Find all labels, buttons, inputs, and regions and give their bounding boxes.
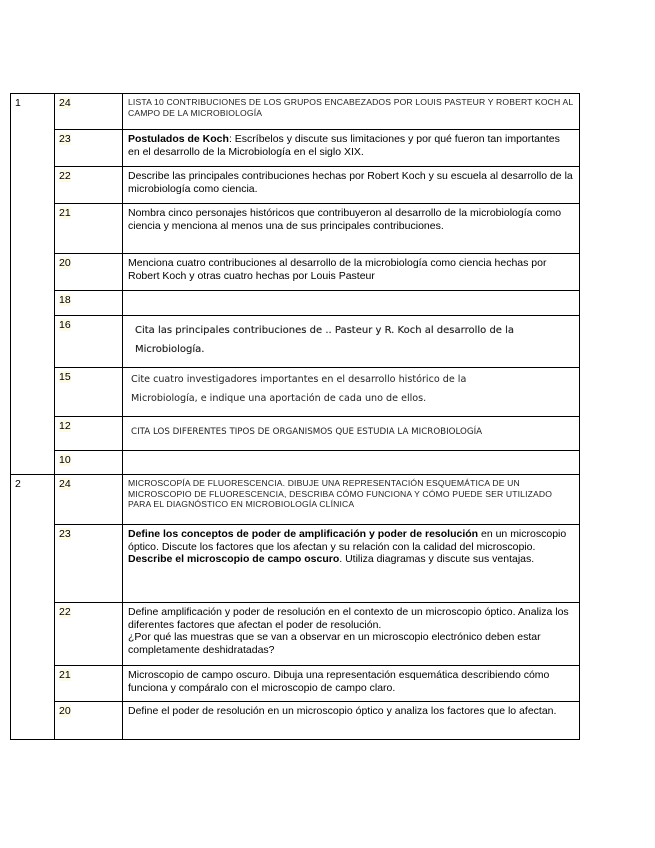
year-cell: 22 (59, 170, 71, 182)
unit-number: 2 (11, 475, 55, 740)
year-cell: 24 (59, 97, 71, 109)
question-text: Nombra cinco personajes históricos que contribuyeron al desarrollo de la microbiología como ciencia y menciona al menos una de sus principales contribuciones. (123, 204, 580, 254)
year-cell: 24 (59, 478, 71, 490)
question-text: Cite cuatro investigadores importantes en el desarrollo histórico de la Microbiología, e indique una aportación de cada uno de ellos. (123, 368, 580, 417)
year-cell: 10 (59, 454, 71, 466)
question-text: Menciona cuatro contribuciones al desarrollo de la microbiología como ciencia hechas por Robert Koch y otras cuatro hechas por Louis Pasteur (123, 254, 580, 291)
year-cell: 16 (59, 319, 71, 331)
question-text: Microscopio de campo oscuro. Dibuja una representación esquemática describiendo cómo funciona y compáralo con el microscopio de campo claro. (123, 666, 580, 702)
year-cell: 12 (59, 420, 71, 432)
table-row (11, 94, 580, 130)
table-row (11, 316, 580, 368)
year-cell: 21 (59, 207, 71, 219)
table-row (11, 475, 580, 525)
question-text (123, 451, 580, 475)
year-cell: 15 (59, 371, 71, 383)
table-row (11, 702, 580, 740)
question-bold-term: Postulados de Koch (128, 133, 229, 145)
year-cell: 20 (59, 705, 71, 717)
question-bold-term: Describe el microscopio de campo oscuro (128, 553, 340, 565)
question-text: Define los conceptos de poder de amplificación y poder de resolución en un microscopio óptico. Discute los factores que los afectan y su relación con la calidad del microscopio. Describe el microscopio de campo oscuro. Utiliza diagramas y discute sus ventajas. (123, 525, 580, 603)
year-cell: 22 (59, 606, 71, 618)
table-row (11, 525, 580, 603)
question-text: MICROSCOPÍA DE FLUORESCENCIA. DIBUJE UNA REPRESENTACIÓN ESQUEMÁTICA DE UN MICROSCOPIO DE FLUORESCENCIA, DESCRIBA CÓMO FUNCIONA Y CÓMO PUEDE SER UTILIZADO PARA EL DIAGNÓSTICO EN MICROBIOLOGÍA CLÍNICA (123, 475, 580, 525)
exam-questions-table (10, 93, 580, 740)
year-cell: 23 (59, 528, 71, 540)
question-text: LISTA 10 CONTRIBUCIONES DE LOS GRUPOS ENCABEZADOS POR LOUIS PASTEUR Y ROBERT KOCH AL CAMPO DE LA MICROBIOLOGÍA (123, 94, 580, 130)
question-text: Postulados de Koch: Escríbelos y discute sus limitaciones y por qué fueron tan importantes en el desarrollo de la Microbiología en el siglo XIX. (123, 130, 580, 167)
table-row (11, 603, 580, 666)
year-cell: 20 (59, 257, 71, 269)
unit-number: 1 (11, 94, 55, 475)
table-row (11, 130, 580, 167)
question-text: CITA LOS DIFERENTES TIPOS DE ORGANISMOS QUE ESTUDIA LA MICROBIOLOGÍA (123, 417, 580, 451)
question-text (123, 291, 580, 316)
table-row (11, 254, 580, 291)
question-text: Cita las principales contribuciones de .. Pasteur y R. Koch al desarrollo de la Microbiología. (123, 316, 580, 368)
question-text: Define el poder de resolución en un microscopio óptico y analiza los factores que lo afectan. (123, 702, 580, 740)
table-row (11, 417, 580, 451)
year-cell: 18 (59, 294, 71, 306)
question-text: Define amplificación y poder de resolución en el contexto de un microscopio óptico. Analiza los diferentes factores que afectan el poder de resolución. ¿Por qué las muestras que se van a observar en un microscopio electrónico deben estar completamente deshidratadas? (123, 603, 580, 666)
table-row (11, 368, 580, 417)
question-bold-term: Define los conceptos de poder de amplificación y poder de resolución (128, 528, 479, 540)
table-row (11, 666, 580, 702)
year-cell: 21 (59, 669, 71, 681)
table-row (11, 167, 580, 204)
year-cell: 23 (59, 133, 71, 145)
table-row (11, 451, 580, 475)
question-text: Describe las principales contribuciones hechas por Robert Koch y su escuela al desarrollo de la microbiología como ciencia. (123, 167, 580, 204)
table-row (11, 291, 580, 316)
table-row (11, 204, 580, 254)
